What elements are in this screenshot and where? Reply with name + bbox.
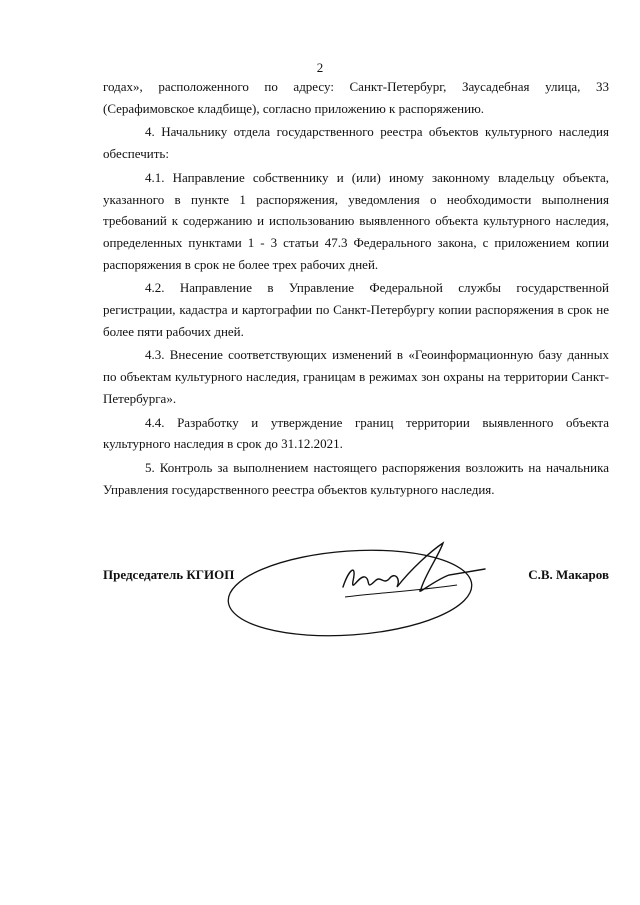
signature-loop: [225, 543, 474, 644]
page-number: 2: [316, 60, 324, 75]
signatory-title: Председатель КГИОП: [103, 567, 235, 582]
signature-block: [103, 567, 609, 591]
document-body: [103, 76, 609, 502]
paragraph-item-4-3: 4.3. Внесение соответствующих изменений в «Геоинформационную базу данных по объектам культурного наследия, границам в режимах зон охраны на территории Санкт-Петербурга».: [103, 347, 609, 406]
signatory-name: С.В. Макаров: [528, 567, 609, 582]
paragraph-item-5: 5. Контроль за выполнением настоящего распоряжения возложить на начальника Управления государственного реестра объектов культурного наследия.: [103, 459, 609, 497]
paragraph-item-4-1: 4.1. Направление собственнику и (или) иному законному владельцу объекта, указанного в пункте 1 распоряжения, уведомления о необходимости выполнения требований к содержанию и использованию выявленного объекта культурного наследия, определенных пунктами 1 - 3 статьи 47.3 Федерального закона, с приложением копии распоряжения в срок не более трех рабочих дней.: [103, 169, 609, 272]
paragraph-continuation: годах», расположенного по адресу: Санкт-Петербург, Заусадебная улица, 33 (Серафимовское кладбище), согласно приложению к распоряжению.: [103, 79, 609, 116]
paragraph-item-4-2: 4.2. Направление в Управление Федеральной службы государственной регистрации, кадастра и картографии по Санкт-Петербургу копии распоряжения в срок не более пяти рабочих дней.: [103, 280, 609, 339]
paragraph-item-4-4: 4.4. Разработку и утверждение границ территории выявленного объекта культурного наследия в срок до 31.12.2021.: [103, 414, 609, 452]
paragraph-item-4: 4. Начальнику отдела государственного реестра объектов культурного наследия обеспечить:: [103, 124, 609, 162]
